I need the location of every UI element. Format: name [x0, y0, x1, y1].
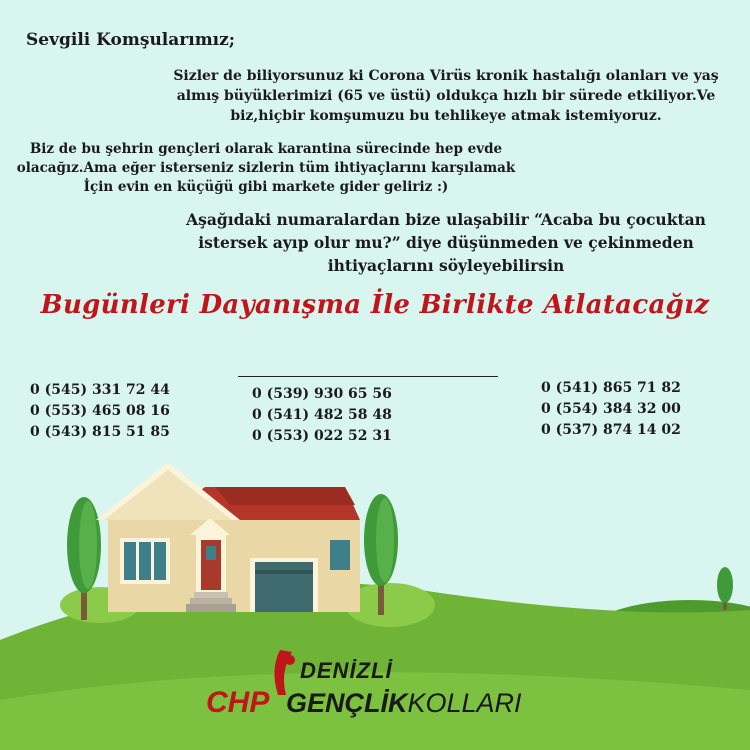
offer-paragraph: Biz de bu şehrin gençleri olarak karantina sürecinde hep evde olacağız.Ama eğer isterseniz sizlerin tüm ihtiyaçlarını karşılamak İçin evin en küçüğü gibi markete gider geliriz :)	[16, 141, 516, 195]
svg-text:GENÇLİKKOLLARI	[286, 688, 522, 718]
phone-number[interactable]: 0 (541) 865 71 82	[541, 380, 681, 396]
logo-party: CHP	[206, 686, 270, 719]
phone-number[interactable]: 0 (554) 384 32 00	[541, 401, 681, 417]
greeting: Sevgili Komşularımız;	[26, 30, 236, 50]
contact-paragraph: Aşağıdaki numaralardan bize ulaşabilir “Acaba bu çocuktan istersek ayıp olur mu?” diye düşünmeden ve çekinmeden ihtiyaçlarını söyleyebilirsin	[186, 210, 706, 275]
intro-paragraph: Sizler de biliyorsunuz ki Corona Virüs kronik hastalığı olanları ve yaş almış büyüklerimizi (65 ve üstü) oldukça hızlı bir sürede etkiliyor.Ve biz,hiçbir komşumuzu bu tehlikeye atmak istemiyoruz.	[173, 68, 719, 124]
slogan: Bugünleri Dayanışma İle Birlikte Atlatacağız	[40, 290, 710, 320]
phone-number[interactable]: 0 (553) 022 52 31	[252, 428, 392, 444]
phone-number[interactable]: 0 (541) 482 58 48	[252, 407, 392, 423]
logo-branches: KOLLARI	[407, 688, 522, 718]
phone-list-2	[252, 384, 392, 447]
phone-number[interactable]: 0 (537) 874 14 02	[541, 422, 681, 438]
phone-number[interactable]: 0 (539) 930 65 56	[252, 386, 392, 402]
logo-city: DENİZLİ	[300, 658, 393, 683]
phone-list-1	[30, 380, 170, 443]
house	[96, 462, 360, 612]
chp-youth-logo	[200, 640, 560, 730]
phone-number[interactable]: 0 (543) 815 51 85	[30, 424, 170, 440]
phone-list-3	[541, 378, 681, 441]
phone-number[interactable]: 0 (545) 331 72 44	[30, 382, 170, 398]
phone-number[interactable]: 0 (553) 465 08 16	[30, 403, 170, 419]
logo-youth: GENÇLİK	[286, 688, 408, 718]
divider	[238, 376, 498, 377]
